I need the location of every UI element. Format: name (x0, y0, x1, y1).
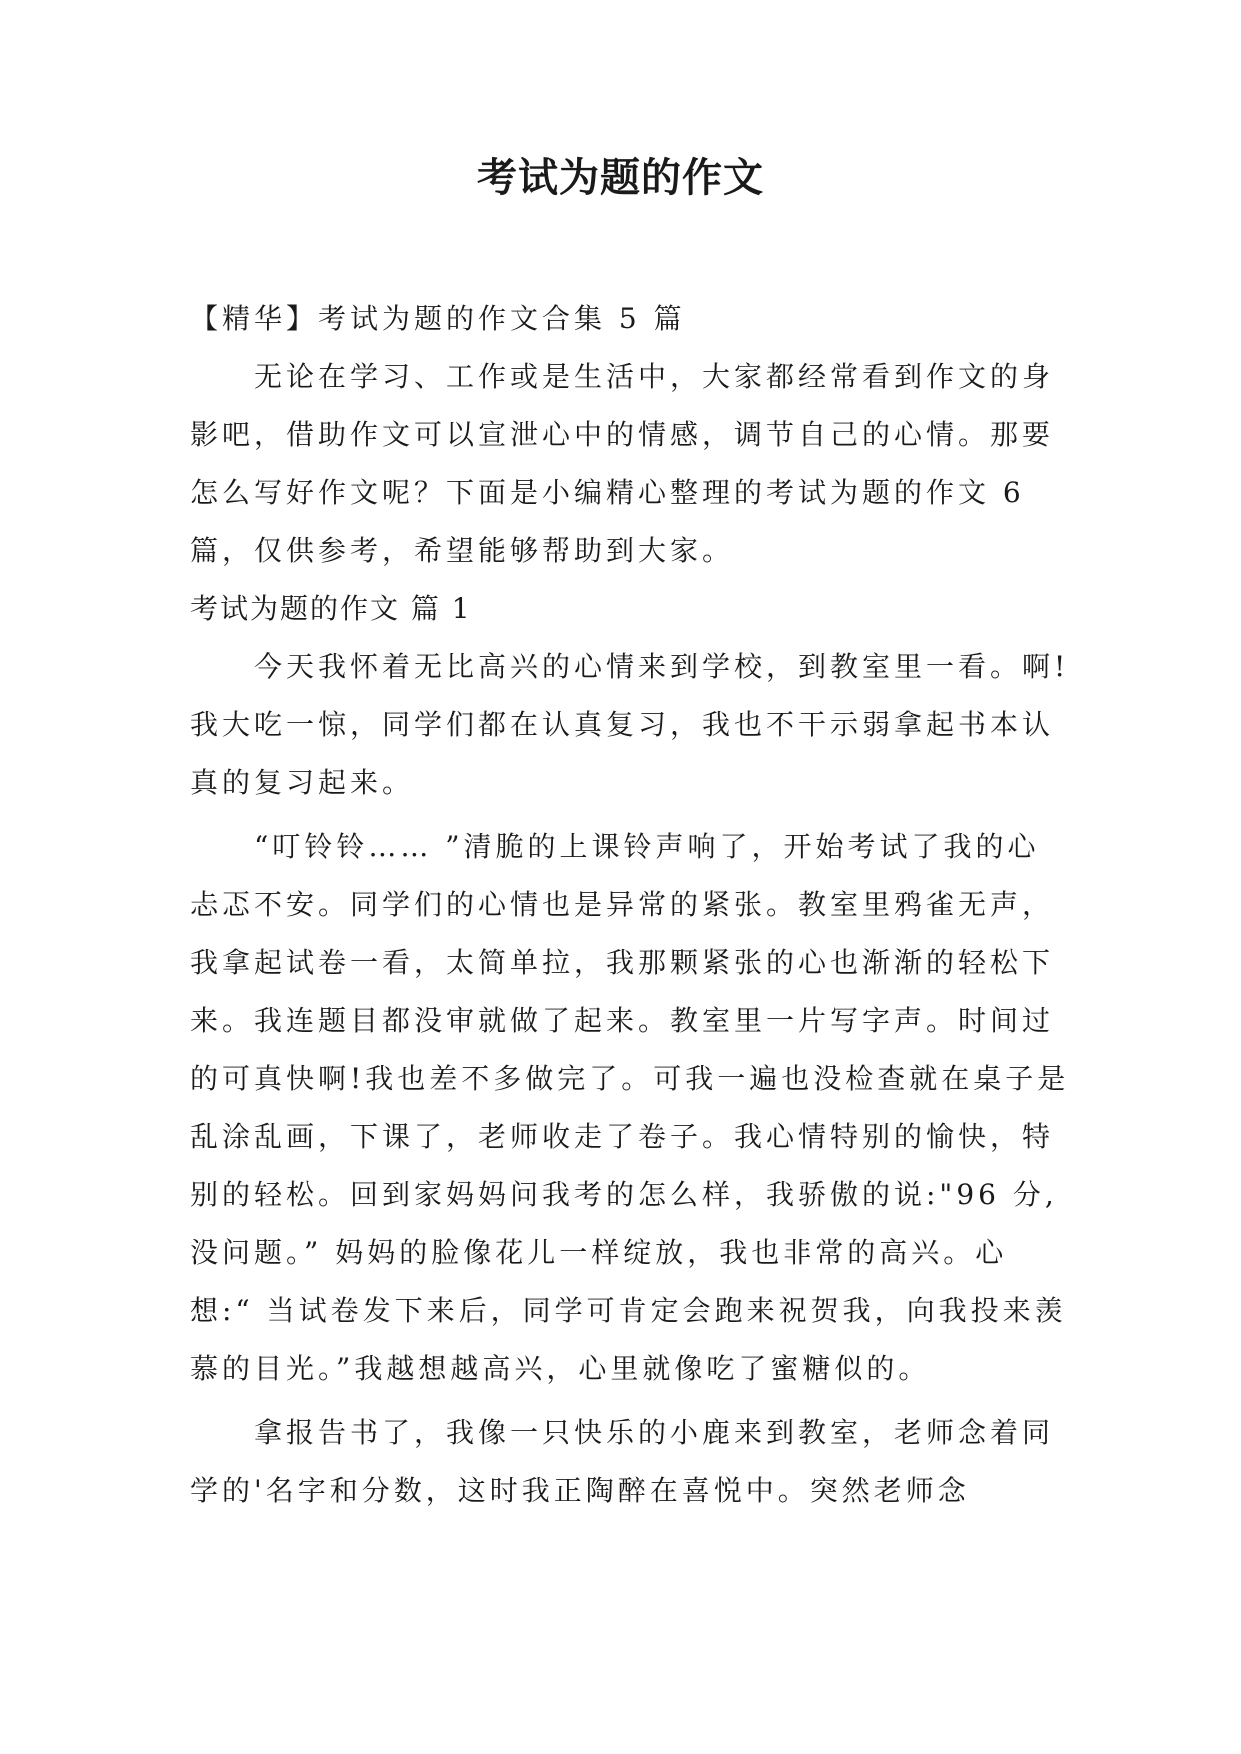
body-paragraph: 今天我怀着无比高兴的心情来到学校，到教室里一看。啊!我大吃一惊，同学们都在认真复习，我也不干示弱拿起书本认真的复习起来。 (190, 650, 1070, 799)
lead-line: 【精华】考试为题的作文合集 5 篇 (190, 302, 686, 335)
intro-paragraph: 无论在学习、工作或是生活中，大家都经常看到作文的身影吧，借助作文可以宣泄心中的情感，调节自己的心情。那要怎么写好作文呢？下面是小编精心整理的考试为题的作文 6 篇，仅供参考，希望能够帮助到大家。 (190, 360, 1055, 567)
body-paragraph: “叮铃铃…… ”清脆的上课铃声响了，开始考试了我的心忐忑不安。同学们的心情也是异常的紧张。教室里鸦雀无声，我拿起试卷一看，太简单拉，我那颗紧张的心也渐渐的轻松下来。我连题目都没审就做了起来。教室里一片写字声。时间过的可真快啊!我也差不多做完了。可我一遍也没检查就在桌子是乱涂乱画，下课了，老师收走了卷子。我心情特别的愉快，特别的轻松。回到家妈妈问我考的怎么样，我骄傲的说:"96 分,没问题。” 妈妈的脸像花儿一样绽放，我也非常的高兴。心想:“ 当试卷发下来后，同学可肯定会跑来祝贺我，向我投来羡慕的目光。”我越想越高兴，心里就像吃了蜜糖似的。 (190, 830, 1070, 1385)
document-title: 考试为题的作文 (477, 154, 764, 201)
document-body (190, 290, 1070, 1520)
section-heading: 考试为题的作文 篇 1 (190, 592, 472, 625)
body-paragraph: 拿报告书了，我像一只快乐的小鹿来到教室，老师念着同学的'名字和分数，这时我正陶醉在喜悦中。突然老师念 (190, 1416, 1055, 1507)
